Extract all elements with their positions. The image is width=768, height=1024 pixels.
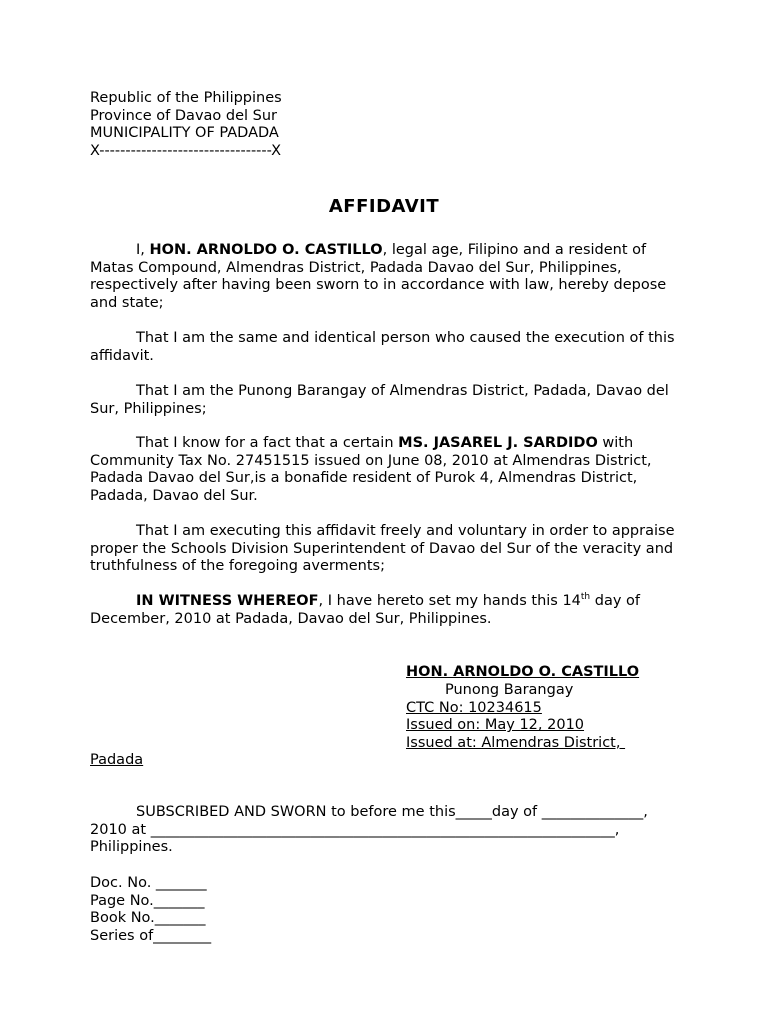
- paragraph-certification: [90, 435, 690, 505]
- p6-post: day of December, 2010 at Padada, Davao del Sur, Philippines.: [90, 593, 641, 627]
- header-municipality: MUNICIPALITY OF PADADA: [90, 125, 279, 142]
- signature-issued-at-cont-text: Padada: [90, 752, 144, 769]
- affiant-name: HON. ARNOLDO O. CASTILLO: [149, 242, 383, 258]
- jurat-line-3: Philippines.: [90, 839, 173, 856]
- header-separator: X---------------------------------X: [90, 142, 282, 159]
- signature-issued-at-text: Issued at: Almendras District,: [406, 734, 626, 751]
- notarial-series: Series of________: [90, 927, 212, 944]
- jurat-sworn: SUBSCRIBED AND SWORN to before me this: [136, 804, 456, 820]
- p6-pre: , I have hereto set my hands this 14: [318, 593, 581, 609]
- signature-position: Punong Barangay: [445, 682, 574, 698]
- p4-pre: That I know for a fact that a certain: [136, 435, 399, 451]
- paragraph-same-person: [90, 330, 690, 365]
- paragraph-witness: [90, 593, 690, 628]
- signature-ctc: [406, 700, 542, 718]
- jurat-month-blank: day of ______________,: [491, 804, 648, 820]
- p2-text: That I am the same and identical person who caused the execution of this affidavit.: [90, 330, 675, 364]
- signature-issued-on: [406, 717, 584, 735]
- paragraph-purpose: [90, 523, 690, 576]
- jurat-line-1: [90, 804, 648, 822]
- p4-post: with Community Tax No. 27451515 issued on June 08, 2010 at Almendras District, Padada Davao del Sur,is a bonafide resident of Purok 4, Almendras District, Padada, Davao del Sur.: [90, 435, 652, 504]
- header-republic: Republic of the Philippines: [90, 90, 282, 106]
- notarial-book-no: Book No._______: [90, 910, 206, 927]
- document-title: AFFIDAVIT: [328, 196, 440, 217]
- p5-text: That I am executing this affidavit freely and voluntary in order to appraise proper the Schools Division Superintendent of Davao del Sur of the veracity and truthfulness of the foregoing averments;: [90, 523, 675, 575]
- notarial-page-no: Page No._______: [90, 892, 205, 909]
- signature-name-text: HON. ARNOLDO O. CASTILLO: [406, 664, 640, 680]
- jurat-line-2: 2010 at ________________________________________________________________,: [90, 821, 620, 838]
- notarial-doc-no: Doc. No. _______: [90, 875, 207, 891]
- p1-post: , legal age, Filipino and a resident of Matas Compound, Almendras District, Padada Davao del Sur, Philippines, respectively after having been sworn to in accordance with law, hereby depose and state;: [90, 242, 667, 311]
- paragraph-punong-barangay: [90, 383, 690, 418]
- subject-name: MS. JASAREL J. SARDIDO: [398, 435, 598, 451]
- jurat-day-blank: _____: [455, 804, 492, 820]
- p1-pre: I,: [136, 242, 150, 258]
- p3-text: That I am the Punong Barangay of Almendras District, Padada, Davao del Sur, Philippines;: [90, 383, 669, 417]
- signature-issued-at-cont: [90, 752, 143, 770]
- signature-issued-at: [406, 735, 625, 753]
- witness-whereof: IN WITNESS WHEREOF: [136, 593, 319, 609]
- header-province: Province of Davao del Sur: [90, 107, 278, 124]
- signature-ctc-text: CTC No: 10234615: [406, 699, 542, 716]
- ordinal-suffix: th: [580, 592, 591, 602]
- signature-issued-on-text: Issued on: May 12, 2010: [406, 717, 585, 734]
- signature-name: [406, 664, 639, 682]
- paragraph-identity: [90, 242, 690, 312]
